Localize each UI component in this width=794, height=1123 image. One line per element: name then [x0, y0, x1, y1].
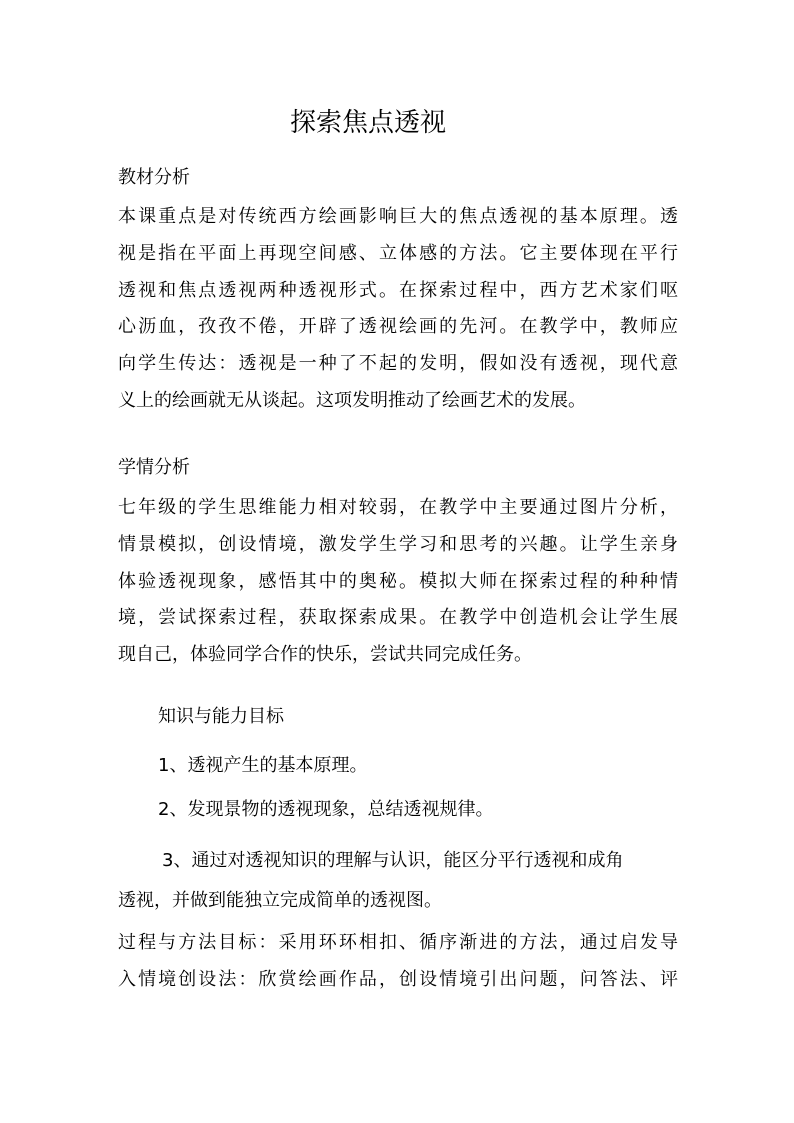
paragraph-line: 向学生传达：透视是一种了不起的发明，假如没有透视，现代意 [118, 353, 678, 375]
paragraph-line: 本课重点是对传统西方绘画影响巨大的焦点透视的基本原理。透 [118, 206, 678, 227]
paragraph-line: 七年级的学生思维能力相对较弱，在教学中主要通过图片分析， [118, 497, 678, 518]
page-title: 探索焦点透视 [289, 108, 446, 138]
paragraph-textbook-analysis [118, 199, 678, 420]
paragraph-line: 透视和焦点透视两种透视形式。在探索过程中，西方艺术家们呕 [118, 279, 678, 301]
goal-item-1: 1、透视产生的基本原理。 [158, 755, 368, 776]
paragraph-line: 过程与方法目标：采用环环相扣、循序渐进的方法，通过启发导 [118, 932, 678, 953]
paragraph-line: 情景模拟，创设情境，激发学生学习和思考的兴趣。让学生亲身 [118, 533, 678, 555]
paragraph-line: 现自己，体验同学合作的快乐，尝试共同完成任务。 [118, 644, 532, 666]
paragraph-line: 境，尝试探索过程，获取探索成果。在教学中创造机会让学生展 [118, 607, 678, 629]
goal-item-2: 2、发现景物的透视现象，总结透视规律。 [158, 799, 494, 820]
goal-item-3-line: 3、通过对透视知识的理解与认识，能区分平行透视和成角 [162, 850, 624, 871]
paragraph-student-analysis [118, 490, 678, 674]
goal-item-3-line: 透视，并做到能独立完成简单的透视图。 [118, 890, 442, 911]
paragraph-line: 入情境创设法：欣赏绘画作品，创设情境引出问题，问答法、评 [118, 968, 678, 990]
section-heading-textbook-analysis: 教材分析 [118, 167, 190, 188]
section-heading-student-analysis: 学情分析 [118, 457, 190, 478]
goal-item-3 [118, 841, 678, 921]
paragraph-line: 心沥血，孜孜不倦，开辟了透视绘画的先河。在教学中，教师应 [118, 316, 678, 338]
paragraph-line: 义上的绘画就无从谈起。这项发明推动了绘画艺术的发展。 [118, 389, 586, 411]
paragraph-process-method [118, 925, 678, 999]
paragraph-line: 视是指在平面上再现空间感、立体感的方法。它主要体现在平行 [118, 242, 678, 264]
goals-heading: 知识与能力目标 [158, 706, 284, 727]
paragraph-line: 体验透视现象，感悟其中的奥秘。模拟大师在探索过程的种种情 [118, 570, 678, 592]
